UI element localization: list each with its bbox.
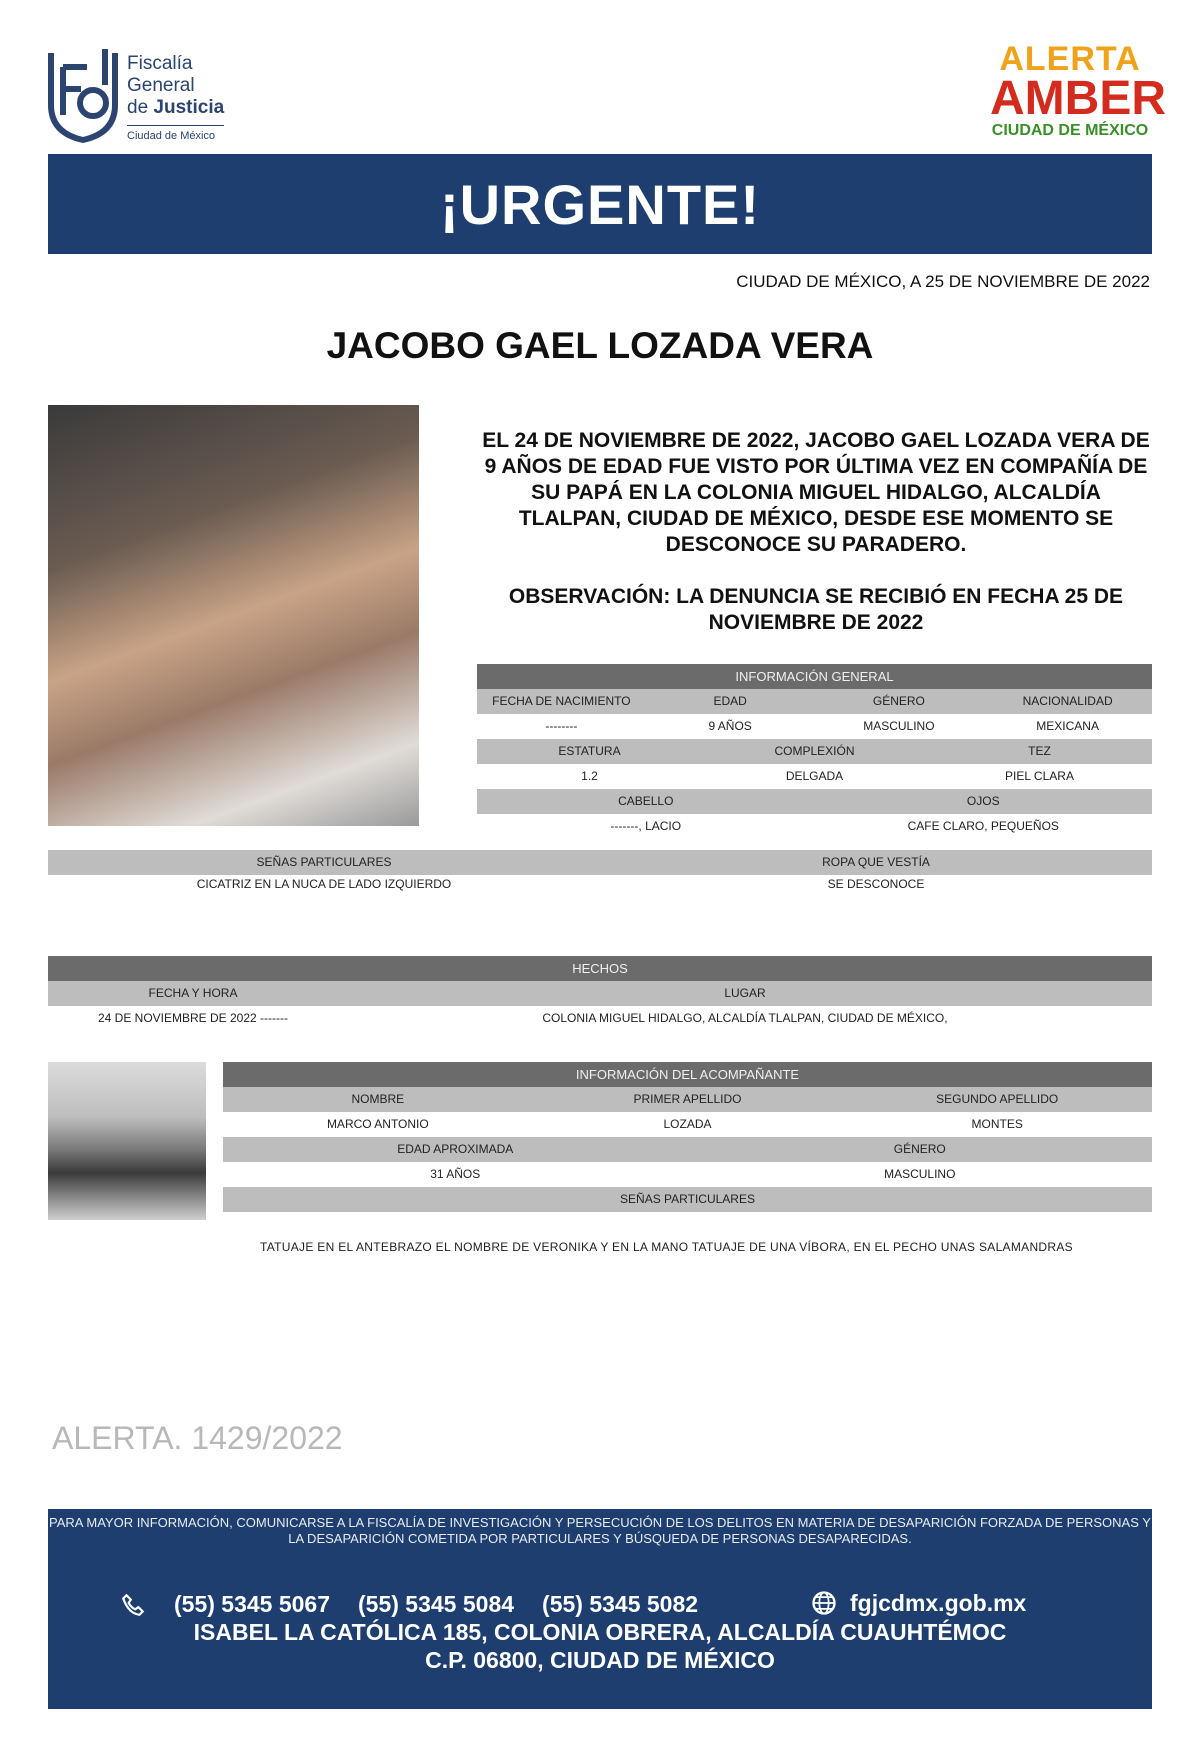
general-info-title: INFORMACIÓN GENERAL bbox=[477, 664, 1152, 689]
companion-senas-header bbox=[223, 1187, 1152, 1212]
table-header: FECHA Y HORA bbox=[148, 986, 238, 1000]
table-header: SEGUNDO APELLIDO bbox=[936, 1092, 1059, 1106]
table-header: SEÑAS PARTICULARES bbox=[256, 855, 392, 869]
footer-phones bbox=[120, 1591, 698, 1618]
table-cell: 31 AÑOS bbox=[430, 1167, 481, 1181]
document-date: CIUDAD DE MÉXICO, A 25 DE NOVIEMBRE DE 2022 bbox=[736, 272, 1150, 291]
table-cell: DELGADA bbox=[785, 769, 844, 783]
table-cell: -------- bbox=[545, 719, 578, 733]
general-info-row3-headers bbox=[477, 789, 1152, 814]
missing-person-photo bbox=[48, 405, 419, 826]
table-header: TEZ bbox=[1028, 744, 1051, 758]
table-header: GÉNERO bbox=[872, 694, 925, 708]
hechos-headers bbox=[48, 981, 1152, 1006]
companion-row2-values bbox=[223, 1162, 1152, 1187]
table-cell: CAFE CLARO, PEQUEÑOS bbox=[907, 819, 1059, 833]
companion-row1-values bbox=[223, 1112, 1152, 1137]
contact-footer bbox=[48, 1509, 1152, 1709]
case-observation: OBSERVACIÓN: LA DENUNCIA SE RECIBIÓ EN FECHA 25 DE NOVIEMBRE DE 2022 bbox=[508, 585, 1124, 634]
phone-number[interactable]: (55) 5345 5084 bbox=[358, 1591, 515, 1617]
general-info-row1-values bbox=[477, 714, 1152, 739]
fgj-line1: Fiscalía bbox=[127, 53, 193, 74]
table-cell: SE DESCONOCE bbox=[827, 877, 925, 891]
amber-line2: AMBER bbox=[990, 72, 1166, 125]
table-header: NOMBRE bbox=[351, 1092, 405, 1106]
companion-senas-value: TATUAJE EN EL ANTEBRAZO EL NOMBRE DE VERONIKA Y EN LA MANO TATUAJE DE UNA VÍBORA, EN EL PECHO UNAS SALAMANDRAS bbox=[260, 1240, 1073, 1254]
table-cell: COLONIA MIGUEL HIDALGO, ALCALDÍA TLALPAN, CIUDAD DE MÉXICO, bbox=[542, 1011, 948, 1025]
urgent-banner: ¡URGENTE! bbox=[48, 154, 1152, 254]
fgj-line3-bold: Justicia bbox=[153, 97, 225, 118]
senas-headers bbox=[48, 850, 1152, 875]
table-cell: MARCO ANTONIO bbox=[326, 1117, 429, 1131]
footer-address-line1: ISABEL LA CATÓLICA 185, COLONIA OBRERA, ALCALDÍA CUAUHTÉMOC bbox=[193, 1619, 1007, 1645]
footer-address-line2: C.P. 06800, CIUDAD DE MÉXICO bbox=[425, 1647, 775, 1673]
general-info-table bbox=[477, 664, 1152, 839]
fgj-line2: General bbox=[127, 75, 195, 96]
companion-title: INFORMACIÓN DEL ACOMPAÑANTE bbox=[223, 1062, 1152, 1087]
table-cell: 1.2 bbox=[581, 769, 598, 783]
table-header: LUGAR bbox=[724, 986, 766, 1000]
table-cell: 24 DE NOVIEMBRE DE 2022 ------- bbox=[97, 1011, 289, 1025]
companion-photo bbox=[48, 1062, 206, 1220]
table-cell: -------, LACIO bbox=[610, 819, 682, 833]
amber-line3: CIUDAD DE MÉXICO bbox=[991, 122, 1149, 139]
senas-values bbox=[48, 875, 1152, 897]
table-cell: MEXICANA bbox=[1036, 719, 1099, 733]
general-info-row2-values bbox=[477, 764, 1152, 789]
footer-info: PARA MAYOR INFORMACIÓN, COMUNICARSE A LA FISCALÍA DE INVESTIGACIÓN Y PERSECUCIÓN DE LOS DELITOS EN MATERIA DE DESAPARICIÓN FORZADA DE PERSONAS Y LA DESAPARICIÓN COMETIDA POR PARTICULARES Y BÚSQUEDA DE PERSONAS DESAPARECIDAS. bbox=[49, 1515, 1151, 1546]
table-cell: MONTES bbox=[971, 1117, 1023, 1131]
case-description: EL 24 DE NOVIEMBRE DE 2022, JACOBO GAEL LOZADA VERA DE 9 AÑOS DE EDAD FUE VISTO POR ÚLTIMA VEZ EN COMPAÑÍA DE SU PAPÁ EN LA COLONIA MIGUEL HIDALGO, ALCALDÍA TLALPAN, CIUDAD DE MÉXICO, DESDE ESE MOMENTO SE DESCONOCE SU PARADERO. bbox=[482, 429, 1150, 556]
fgj-emblem-icon bbox=[47, 45, 119, 143]
table-header: FECHA DE NACIMIENTO bbox=[492, 694, 631, 708]
fgj-subtitle: Ciudad de México bbox=[127, 125, 224, 143]
table-header: ESTATURA bbox=[558, 744, 621, 758]
table-cell: LOZADA bbox=[663, 1117, 712, 1131]
general-info-row2-headers bbox=[477, 739, 1152, 764]
table-header: NACIONALIDAD bbox=[1022, 694, 1113, 708]
alert-number: ALERTA. 1429/2022 bbox=[52, 1420, 343, 1456]
table-header: OJOS bbox=[966, 794, 1000, 808]
companion-row2-headers bbox=[223, 1137, 1152, 1162]
missing-person-name: JACOBO GAEL LOZADA VERA bbox=[326, 325, 874, 366]
table-cell: PIEL CLARA bbox=[1005, 769, 1074, 783]
globe-icon bbox=[810, 1589, 838, 1617]
fgj-line3-prefix: de bbox=[127, 97, 149, 118]
general-info-row3-values bbox=[477, 814, 1152, 839]
table-cell: MASCULINO bbox=[884, 1167, 956, 1181]
table-cell: MASCULINO bbox=[863, 719, 935, 733]
senas-table bbox=[48, 850, 1152, 897]
table-cell: 9 AÑOS bbox=[708, 719, 752, 733]
phone-icon bbox=[120, 1592, 146, 1618]
table-header: PRIMER APELLIDO bbox=[633, 1092, 742, 1106]
phone-number[interactable]: (55) 5345 5082 bbox=[542, 1591, 699, 1617]
hechos-table bbox=[48, 956, 1152, 1031]
table-header: SEÑAS PARTICULARES bbox=[620, 1192, 755, 1206]
table-header: EDAD APROXIMADA bbox=[397, 1142, 514, 1156]
table-header: EDAD bbox=[713, 694, 747, 708]
table-header: ROPA QUE VESTÍA bbox=[822, 855, 930, 869]
table-header: COMPLEXIÓN bbox=[774, 744, 855, 758]
fgj-logo bbox=[47, 45, 237, 145]
hechos-values bbox=[48, 1006, 1152, 1031]
table-cell: CICATRIZ EN LA NUCA DE LADO IZQUIERDO bbox=[196, 877, 452, 891]
alerta-amber-logo bbox=[990, 40, 1166, 152]
companion-table bbox=[223, 1062, 1152, 1212]
companion-row1-headers bbox=[223, 1087, 1152, 1112]
table-header: CABELLO bbox=[618, 794, 674, 808]
table-header: GÉNERO bbox=[893, 1142, 946, 1156]
website-link[interactable]: fgjcdmx.gob.mx bbox=[850, 1589, 1027, 1616]
amber-line1: ALERTA bbox=[999, 40, 1141, 78]
footer-website bbox=[810, 1589, 1026, 1617]
hechos-title: HECHOS bbox=[48, 956, 1152, 981]
phone-number[interactable]: (55) 5345 5067 bbox=[174, 1591, 331, 1617]
general-info-row1-headers bbox=[477, 689, 1152, 714]
